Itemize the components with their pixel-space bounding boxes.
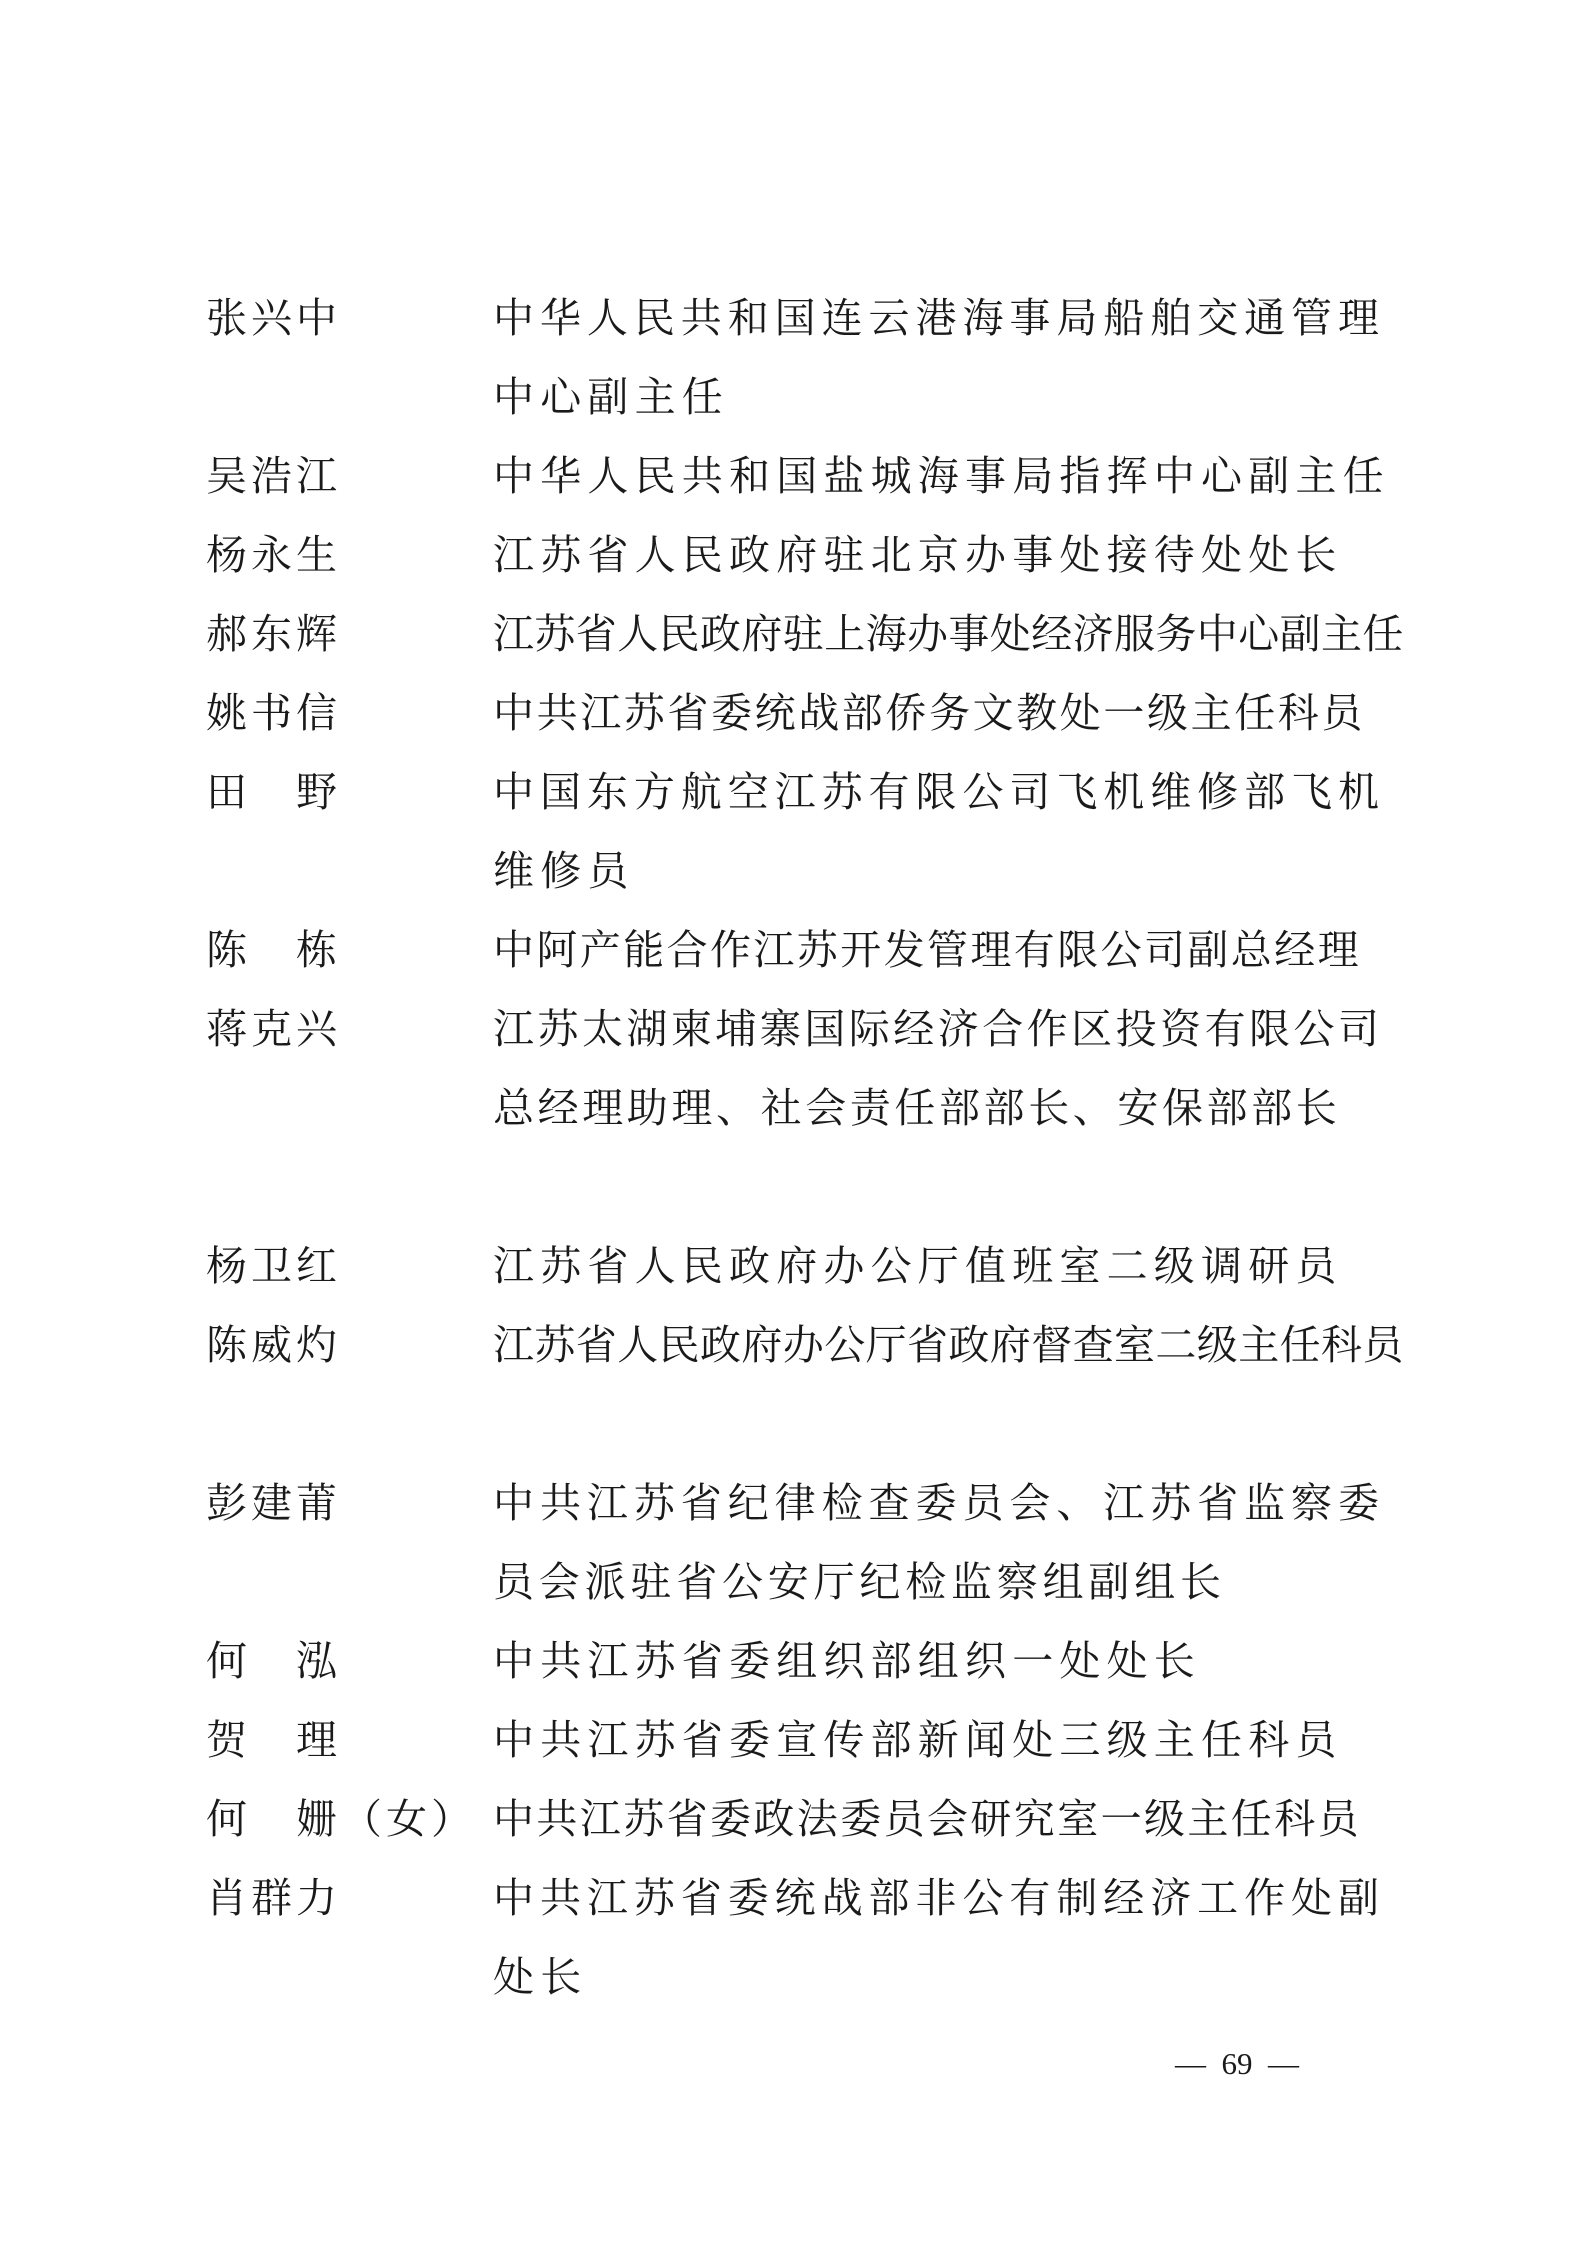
position-line: 江苏省人民政府驻上海办事处经济服务中心副主任 (493, 610, 1404, 658)
position-line: 中阿产能合作江苏开发管理有限公司副总经理 (493, 926, 1361, 974)
position-line: 中共江苏省委宣传部新闻处三级主任科员 (493, 1716, 1343, 1764)
position-text (493, 1701, 1393, 1780)
position-line: 江苏省人民政府办公厅省政府督查室二级主任科员 (493, 1321, 1404, 1369)
position-line: 维修员 (493, 847, 635, 895)
position-line: 中共江苏省委组织部组织一处处长 (493, 1637, 1201, 1685)
position-line: 江苏太湖柬埔寨国际经济合作区投资有限公司 (493, 1005, 1379, 1053)
position-line: 处长 (493, 1953, 588, 2001)
position-line: 江苏省人民政府办公厅值班室二级调研员 (493, 1242, 1343, 1290)
position-text (493, 1859, 1393, 2017)
position-text (493, 1622, 1393, 1701)
position-text (493, 990, 1393, 1148)
position-line: 江苏省人民政府驻北京办事处接待处处长 (493, 531, 1343, 579)
person-name: 姚书信 (206, 689, 341, 737)
position-text (493, 674, 1393, 753)
position-line: 员会派驻省公安厅纪检监察组副组长 (493, 1558, 1226, 1606)
person-name: 何 姗（女） (206, 1795, 476, 1843)
position-line: 中共江苏省纪律检查委员会、江苏省监察委 (493, 1479, 1379, 1527)
position-text (493, 595, 1404, 674)
position-text (493, 753, 1393, 911)
person-name: 陈 栋 (206, 926, 341, 974)
position-text (493, 1227, 1393, 1306)
position-text (493, 516, 1393, 595)
person-name: 何 泓 (206, 1637, 341, 1685)
person-name: 杨永生 (206, 531, 341, 579)
position-text (493, 437, 1393, 516)
person-name: 郝东辉 (206, 610, 341, 658)
person-name: 贺 理 (206, 1716, 341, 1764)
position-text (493, 1306, 1404, 1385)
position-line: 中国东方航空江苏有限公司飞机维修部飞机 (493, 768, 1379, 816)
position-text (493, 911, 1393, 990)
position-line: 中共江苏省委统战部非公有制经济工作处副 (493, 1874, 1379, 1922)
position-line: 中华人民共和国连云港海事局船舶交通管理 (493, 294, 1379, 342)
person-name: 蒋克兴 (206, 1005, 341, 1053)
position-line: 中共江苏省委统战部侨务文教处一级主任科员 (493, 689, 1365, 737)
position-text (493, 1780, 1393, 1859)
position-line: 总经理助理、社会责任部部长、安保部部长 (493, 1084, 1341, 1132)
person-name: 肖群力 (206, 1874, 341, 1922)
person-name: 张兴中 (206, 294, 341, 342)
position-text (493, 279, 1393, 437)
position-line: 中共江苏省委政法委员会研究室一级主任科员 (493, 1795, 1361, 1843)
position-line: 中华人民共和国盐城海事局指挥中心副主任 (493, 452, 1390, 500)
person-name: 吴浩江 (206, 452, 341, 500)
person-name: 杨卫红 (206, 1242, 341, 1290)
page-number: — 69 — (1175, 2046, 1299, 2081)
position-text (493, 1464, 1393, 1622)
person-name: 田 野 (206, 768, 341, 816)
person-name: 彭建莆 (206, 1479, 341, 1527)
person-name: 陈威灼 (206, 1321, 341, 1369)
position-line: 中心副主任 (493, 373, 729, 421)
